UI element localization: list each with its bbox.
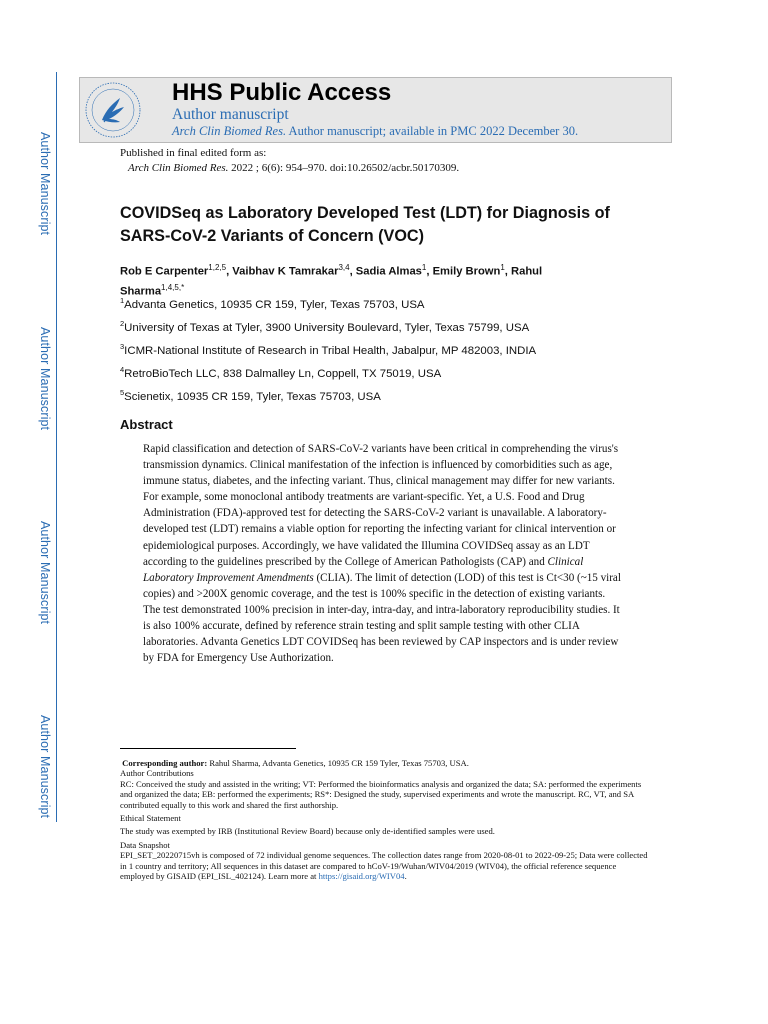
affiliation-text: ICMR-National Institute of Research in Tribal Health, Jabalpur, MP 482003, INDIA xyxy=(124,344,537,357)
affiliation-text: Scienetix, 10935 CR 159, Tyler, Texas 75703, USA xyxy=(124,390,381,403)
journal-name: Arch Clin Biomed Res. xyxy=(172,124,287,138)
affiliation-number: 4 xyxy=(120,365,125,374)
author-name: Rahul Sharma xyxy=(120,265,543,298)
abstract-text: Rapid classification and detection of SARS-CoV-2 variants have been critical in comprehending the virus's transmission dynamics. Clinical manifestation of the infection is influenced by comorbidities such as age, immune status, diabetes, and the infecting variant. Thus, clinical management may differ for new variants. For example, some monoclonal antibody treatments are variant-specific. Yet, a U.S. Food and Drug Administration (FDA)-approved test for detecting the SARS-CoV-2 variant is unavailable. A laboratory-developed test (LDT) remains a viable option for reporting the infecting variant for clinical intervention or epidemiological purposes. Accordingly, we have validated the Illumina COVIDSeq assay as an LDT according to the guidelines prescribed by the College of American Pathologists (CAP) and xyxy=(143,443,619,568)
corresponding-author xyxy=(120,758,650,768)
abstract-body xyxy=(143,441,621,666)
affiliation-text: University of Texas at Tyler, 3900 University Boulevard, Tyler, Texas 75799, USA xyxy=(124,321,530,334)
author-affiliation-marker: 1,2,5 xyxy=(208,263,227,272)
citation-details: 2022 ; 6(6): 954–970. doi:10.26502/acbr.50170309. xyxy=(228,162,460,174)
availability-text: Author manuscript; available in PMC 2022 December 30. xyxy=(286,124,579,138)
ethical-text: The study was exempted by IRB (Institutional Review Board) because only de-identified samples were used. xyxy=(120,826,495,837)
banner-availability xyxy=(172,124,578,139)
published-info xyxy=(120,146,459,176)
side-divider xyxy=(56,72,57,822)
author-affiliation-marker: 1 xyxy=(421,263,427,272)
affiliation-number: 5 xyxy=(120,388,125,397)
hhs-banner xyxy=(79,77,672,143)
author-name: Vaibhav K Tamrakar xyxy=(232,265,339,278)
corresponding-label: Corresponding author: xyxy=(122,758,208,768)
abstract-heading: Abstract xyxy=(120,417,173,432)
affiliation-number: 1 xyxy=(120,296,125,305)
author-name: Sadia Almas xyxy=(355,265,422,278)
abstract-text: (CLIA). The limit of detection (LOD) of this test is Ct<30 (~15 viral copies) and >200X genomic coverage, and the test is 100% specific in the detection of existing variants. The test demonstrated 100% precision in inter-day, intra-day, and intra-laboratory reproducibility studies. It is also 100% accurate, defined by reference strain testing and split sample testing with other CLIA laboratories. Advanta Genetics LDT COVIDSeq has been reviewed by CAP inspectors and is under review by FDA for Emergency Use Authorization. xyxy=(143,571,621,665)
side-label-author-manuscript: Author Manuscript xyxy=(38,132,52,236)
author-affiliation-marker: 1 xyxy=(500,263,505,272)
author-affiliation-marker: 3,4 xyxy=(338,263,350,272)
gisaid-link[interactable]: https://gisaid.org/WIV04 xyxy=(318,871,405,882)
footnote-rule xyxy=(120,748,296,749)
article-title: COVIDSeq as Laboratory Developed Test (LDT) for Diagnosis of SARS-CoV-2 Variants of Concern (VOC) xyxy=(120,204,610,245)
affiliation xyxy=(120,296,425,311)
affiliation-text: Advanta Genetics, 10935 CR 159, Tyler, Texas 75703, USA xyxy=(124,298,425,311)
corresponding-text: Rahul Sharma, Advanta Genetics, 10935 CR 159 Tyler, Texas 75703, USA. xyxy=(207,758,469,768)
citation xyxy=(120,161,459,176)
affiliation xyxy=(120,319,529,334)
author-name: Rob E Carpenter xyxy=(120,265,209,278)
affiliation-number: 2 xyxy=(120,319,125,328)
snapshot-text xyxy=(120,850,650,881)
author-name: Emily Brown xyxy=(432,265,501,278)
side-label-author-manuscript: Author Manuscript xyxy=(38,521,52,625)
side-label-author-manuscript: Author Manuscript xyxy=(38,715,52,819)
side-label-author-manuscript: Author Manuscript xyxy=(38,327,52,431)
footnotes xyxy=(120,758,650,881)
hhs-eagle-logo-icon xyxy=(82,80,144,140)
snapshot-body: EPI_SET_20220715vh is composed of 72 individual genome sequences. The collection dates range from 2020-08-01 to 2022-09-25; Data were collected in 1 country and territory; All sequences in this dataset are compared to hCoV-19/Wuhan/WIV04/2019 (WIV04), the official reference sequence employed by GISAID (EPI_ISL_402124). Learn more at xyxy=(120,850,648,882)
affiliation-text: RetroBioTech LLC, 838 Dalmalley Ln, Coppell, TX 75019, USA xyxy=(124,367,442,380)
contrib-heading: Author Contributions xyxy=(120,768,194,779)
affiliation xyxy=(120,342,536,357)
snapshot-heading: Data Snapshot xyxy=(120,839,170,850)
banner-title: HHS Public Access xyxy=(172,79,392,106)
affiliation-number: 3 xyxy=(120,342,125,351)
author-affiliation-marker: 1,4,5,* xyxy=(161,282,185,292)
contrib-text: RC: Conceived the study and assisted in the writing; VT: Performed the bioinformatics analysis and organized the data; SA: performed the experiments and organized the data; EB: performed the experiments; RS*: Designed the study, supervised experiments and wrote the manuscript. RC, VT, and SA contributed equally to this work and shared the first authorship. xyxy=(120,778,642,810)
snapshot-end: . xyxy=(404,871,407,882)
affiliation xyxy=(120,365,441,380)
author-list: Rob E Carpenter$^{1,2,5}$, Vaibhav K Tamrakar$^{3,4}$, Sadia Almas$^1$, Emily Brown$^1$, Rahul Sharma$^{1,4,5,*}$ xyxy=(120,263,543,298)
banner-subtitle: Author manuscript xyxy=(172,106,289,123)
ethical-heading: Ethical Statement xyxy=(120,813,181,824)
affiliation xyxy=(120,388,381,403)
citation-journal: Arch Clin Biomed Res. xyxy=(128,162,229,174)
abstract-italic: Clinical Laboratory Improvement Amendments xyxy=(143,555,584,584)
published-label: Published in final edited form as: xyxy=(120,147,267,159)
